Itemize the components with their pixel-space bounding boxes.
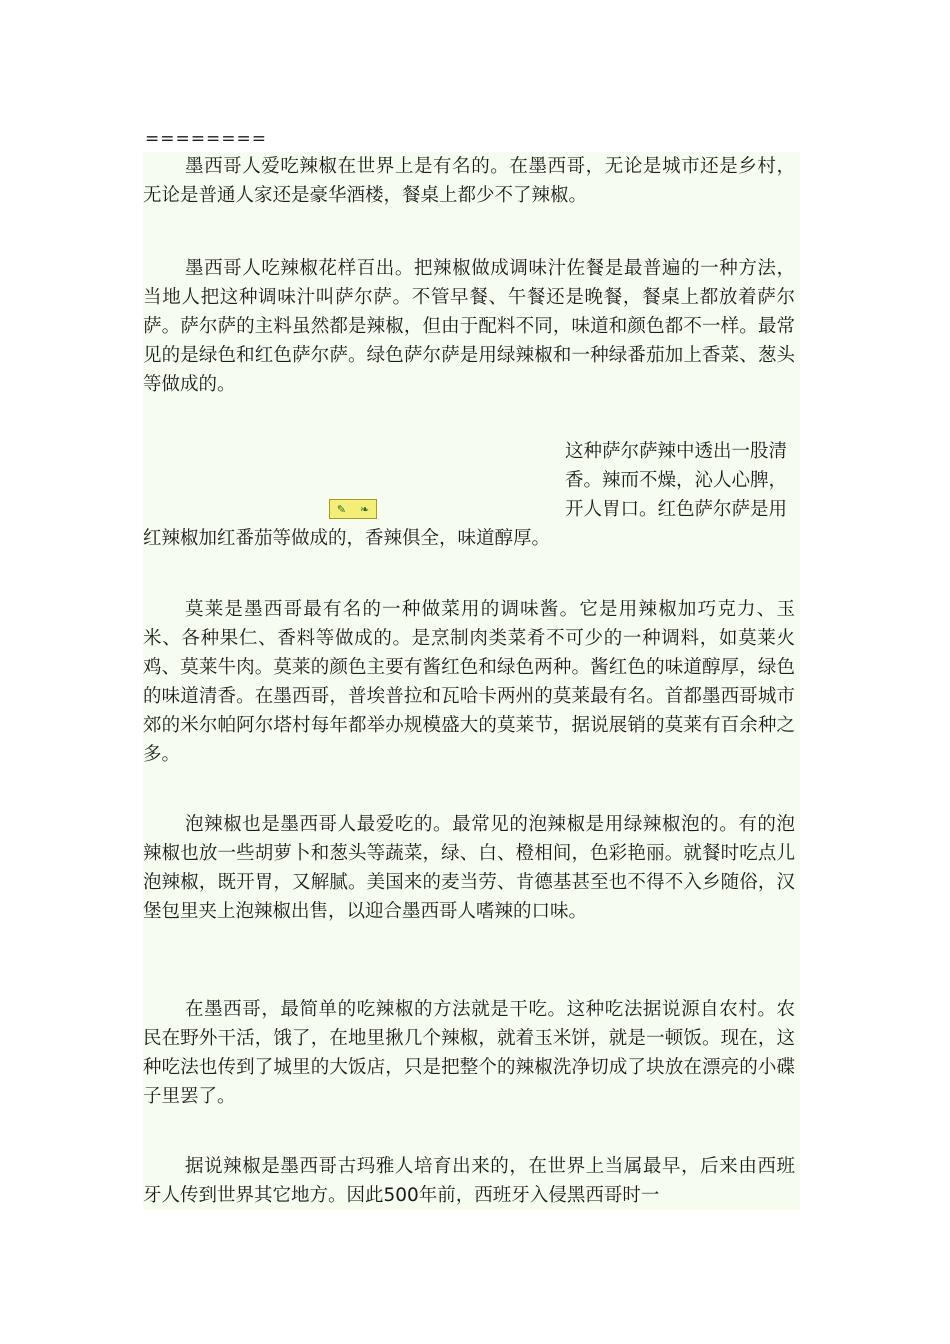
article-body (143, 152, 800, 1210)
paragraph-6: 在墨西哥，最简单的吃辣椒的方法就是干吃。这种吃法据说源自农村。农民在野外干活，饿了，在地里揪几个辣椒，就着玉米饼，就是一顿饭。现在，这种吃法也传到了城里的大饭店，只是把整个的辣椒洗净切成了块放在漂亮的小碟子里罢了。 (143, 999, 795, 1107)
separator-line: ======== (145, 129, 267, 149)
paragraph-7: 据说辣椒是墨西哥古玛雅人培育出来的，在世界上当属最早，后来由西班牙人传到世界其它地方。因此500年前，西班牙入侵黑西哥时一 (143, 1156, 795, 1206)
paragraph-2: 墨西哥人吃辣椒花样百出。把辣椒做成调味汁佐餐是最普遍的一种方法，当地人把这种调味汁叫萨尔萨。不管早餐、午餐还是晚餐，餐桌上都放着萨尔萨。萨尔萨的主料虽然都是辣椒，但由于配料不同，味道和颜色都不一样。最常见的是绿色和红色萨尔萨。绿色萨尔萨是用绿辣椒和一种绿番茄加上香菜、葱头等做成的。 (143, 258, 795, 395)
image-icon-strip[interactable] (329, 499, 377, 519)
pencil-icon: ✎ (336, 502, 347, 516)
paragraph-3-with-image (143, 437, 795, 553)
paragraph-1: 墨西哥人爱吃辣椒在世界上是有名的。在墨西哥，无论是城市还是乡村，无论是普通人家还是豪华酒楼，餐桌上都少不了辣椒。 (143, 156, 795, 206)
paragraph-5: 泡辣椒也是墨西哥人最爱吃的。最常见的泡辣椒是用绿辣椒泡的。有的泡辣椒也放一些胡萝卜和葱头等蔬菜，绿、白、橙相间，色彩艳丽。就餐时吃点儿泡辣椒，既开胃，又解腻。美国来的麦当劳、肯德基甚至也不得不入乡随俗，汉堡包里夹上泡辣椒出售，以迎合墨西哥人嗜辣的口味。 (143, 814, 795, 922)
embedded-image-placeholder (143, 437, 565, 524)
paragraph-3: 这种萨尔萨辣中透出一股清香。辣而不燥，沁人心脾，开人胃口。红色萨尔萨是用红辣椒加红番茄等做成的，香辣俱全，味道醇厚。 (143, 441, 788, 549)
leaf-icon: ❧ (359, 502, 370, 516)
paragraph-4: 莫莱是墨西哥最有名的一种做菜用的调味酱。它是用辣椒加巧克力、玉米、各种果仁、香料等做成的。是烹制肉类菜肴不可少的一种调料，如莫莱火鸡、莫莱牛肉。莫莱的颜色主要有酱红色和绿色两种。酱红色的味道醇厚，绿色的味道清香。在墨西哥，普埃普拉和瓦哈卡两州的莫莱最有名。首都墨西哥城市郊的米尔帕阿尔塔村每年都举办规模盛大的莫莱节，据说展销的莫莱有百余种之多。 (143, 599, 795, 765)
